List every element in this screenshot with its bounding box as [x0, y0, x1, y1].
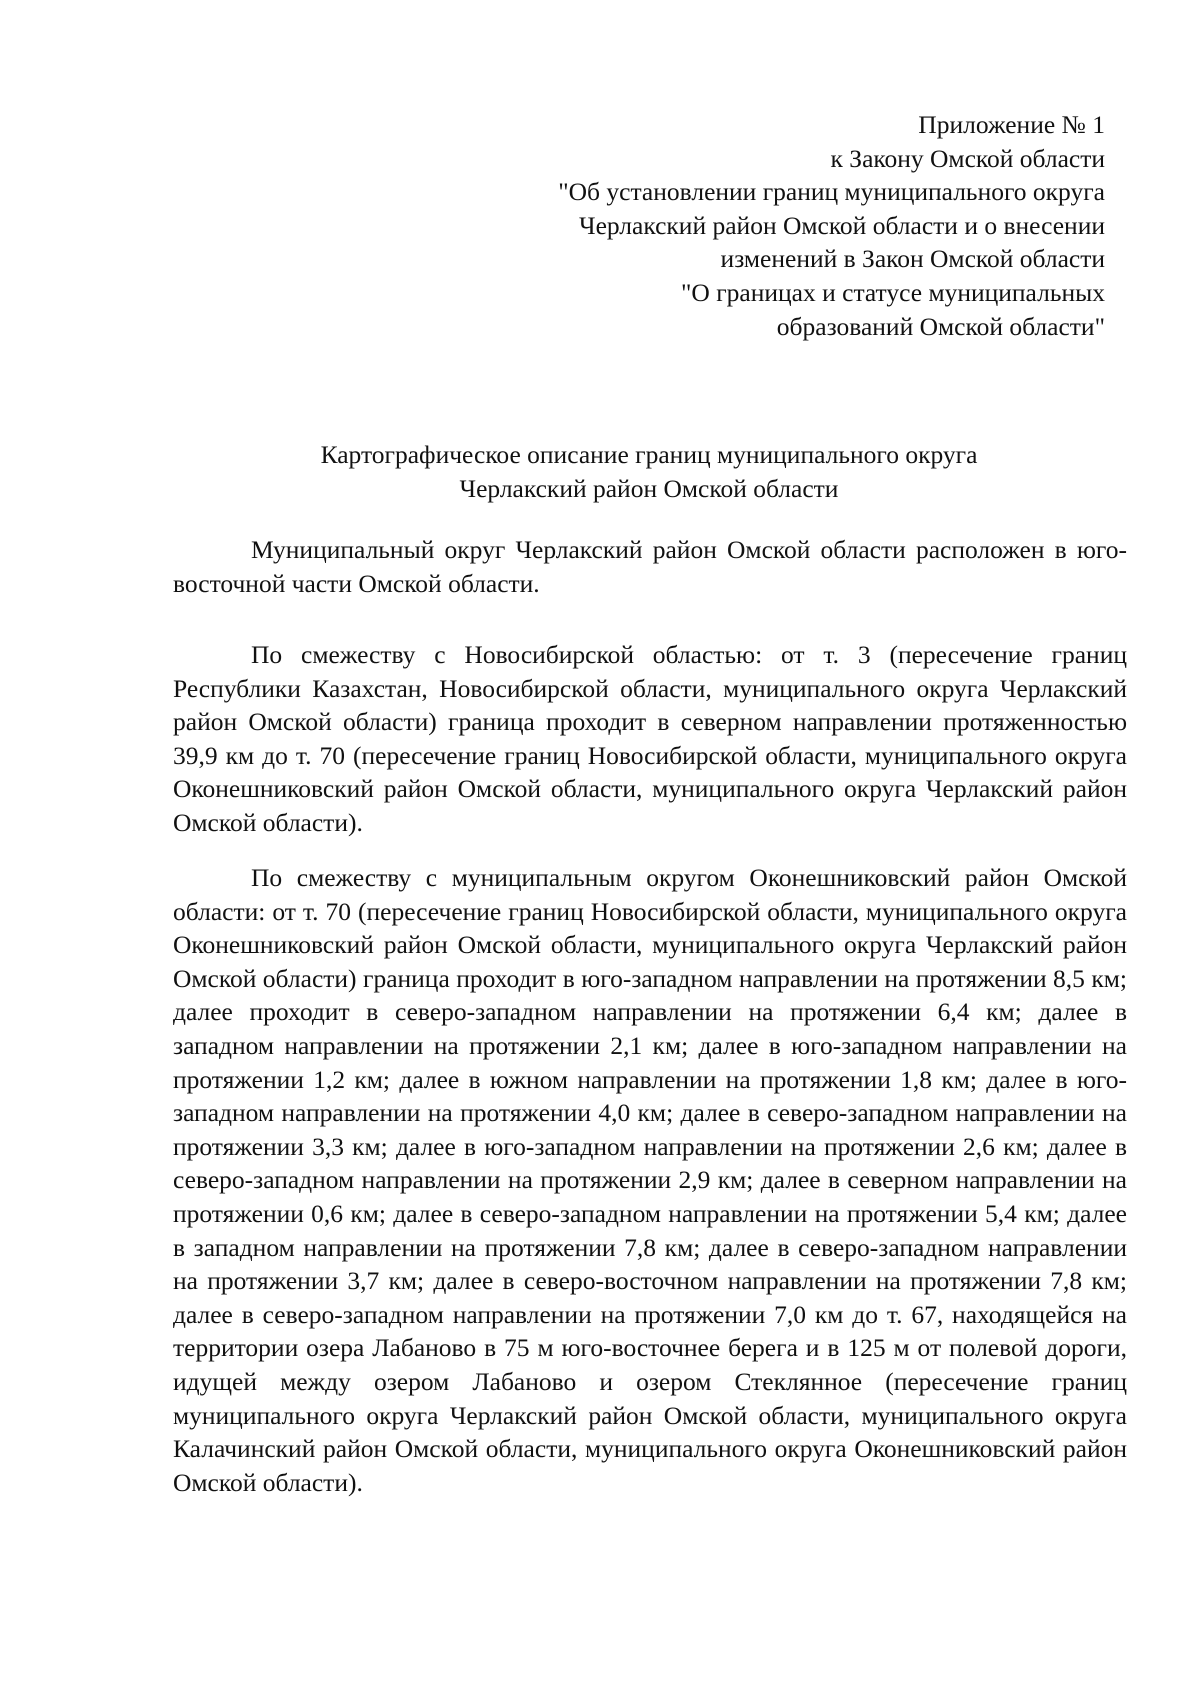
- annex-line: к Закону Омской области: [830, 143, 1105, 173]
- title-line: Черлакский район Омской области: [459, 473, 839, 503]
- document-title: [170, 438, 1128, 505]
- body-paragraph: [173, 533, 1127, 600]
- annex-header: [485, 108, 1105, 343]
- body-paragraph: [173, 638, 1127, 840]
- title-line: Картографическое описание границ муниципального округа: [320, 440, 978, 469]
- annex-line: Приложение № 1: [918, 110, 1105, 139]
- body-paragraph: [173, 861, 1127, 1499]
- annex-line: "Об установлении границ муниципального округа: [558, 177, 1105, 207]
- paragraph-text: Муниципальный округ Черлакский район Омской области расположен в юго-восточной части Омской области.: [173, 535, 1127, 598]
- annex-line: Черлакский район Омской области и о внесении: [579, 210, 1105, 240]
- paragraph-text: По смежеству с муниципальным округом Оконешниковский район Омской области: от т. 70 (пересечение границ Новосибирской области, муниципального округа Оконешниковский район Омской области, муниципального округа Черлакский район Омской области) граница проходит в юго-западном направлении на протяжении 8,5 км; далее проходит в северо-западном направлении на протяжении 6,4 км; далее в западном направлении на протяжении 2,1 км; далее в юго-западном направлении на протяжении 1,2 км; далее в южном направлении на протяжении 1,8 км; далее в юго-западном направлении на протяжении 4,0 км; далее в северо-западном направлении на протяжении 3,3 км; далее в юго-западном направлении на протяжении 2,6 км; далее в северо-западном направлении на протяжении 2,9 км; далее в северном направлении на протяжении 0,6 км; далее в северо-западном направлении на протяжении 5,4 км; далее в западном направлении на протяжении 7,8 км; далее в северо-западном направлении на протяжении 3,7 км; далее в северо-восточном направлении на протяжении 7,8 км; далее в северо-западном направлении на протяжении 7,0 км до т. 67, находящейся на территории озера Лабаново в 75 м юго-восточнее берега и в 125 м от полевой дороги, идущей между озером Лабаново и озером Стеклянное (пересечение границ муниципального округа Черлакский район Омской области, муниципального округа Калачинский район Омской области, муниципального округа Оконешниковский район Омской области).: [173, 863, 1127, 1497]
- annex-line: образований Омской области": [776, 311, 1105, 341]
- paragraph-text: По смежеству с Новосибирской областью: от т. 3 (пересечение границ Республики Казахстан, Новосибирской области, муниципального округа Черлакский район Омской области) граница проходит в северном направлении протяженностью 39,9 км до т. 70 (пересечение границ Новосибирской области, муниципального округа Оконешниковский район Омской области, муниципального округа Черлакский район Омской области).: [173, 640, 1127, 837]
- annex-line: "О границах и статусе муниципальных: [681, 277, 1105, 307]
- annex-line: изменений в Закон Омской области: [720, 244, 1105, 274]
